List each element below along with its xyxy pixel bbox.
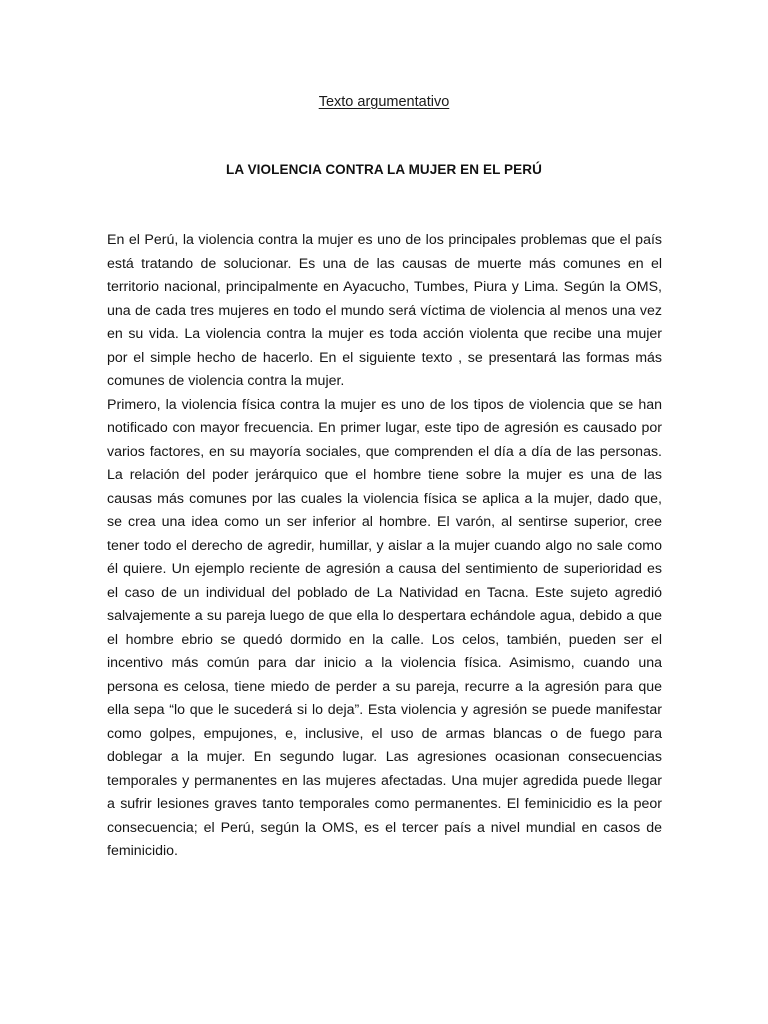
document-title: LA VIOLENCIA CONTRA LA MUJER EN EL PERÚ (226, 162, 542, 177)
paragraph-physical-violence: Primero, la violencia física contra la mujer es uno de los tipos de violencia que se han notificado con mayor frecuencia. En primer lugar, este tipo de agresión es causado por varios factores, en su mayoría sociales, que comprenden el día a día de las personas. La relación del poder jerárquico que el hombre tiene sobre la mujer es una de las causas más comunes por las cuales la violencia física se aplica a la mujer, dado que, se crea una idea como un ser inferior al hombre. El varón, al sentirse superior, cree tener todo el derecho de agredir, humillar, y aislar a la mujer cuando algo no sale como él quiere. Un ejemplo reciente de agresión a causa del sentimiento de superioridad es el caso de un individual del poblado de La Natividad en Tacna. Este sujeto agredió salvajemente a su pareja luego de que ella lo despertara echándole agua, debido a que el hombre ebrio se quedó dormido en la calle. Los celos, también, pueden ser el incentivo más común para dar inicio a la violencia física. Asimismo, cuando una persona es celosa, tiene miedo de perder a su pareja, recurre a la agresión para que ella sepa “lo que le sucederá si lo deja”. Esta violencia y agresión se puede manifestar como golpes, empujones, e, inclusive, el uso de armas blancas o de fuego para doblegar a la mujer. En segundo lugar. Las agresiones ocasionan consecuencias temporales y permanentes en las mujeres afectadas. Una mujer agredida puede llegar a sufrir lesiones graves tanto temporales como permanentes. El feminicidio es la peor consecuencia; el Perú, según la OMS, es el tercer país a nivel mundial en casos de feminicidio. (107, 396, 662, 859)
document-body (107, 229, 662, 864)
document-type-label: Texto argumentativo (318, 94, 450, 110)
paragraph-introduction: En el Perú, la violencia contra la mujer es uno de los principales problemas que el país está tratando de solucionar. Es una de las causas de muerte más comunes en el territorio nacional, principalmente en Ayacucho, Tumbes, Piura y Lima. Según la OMS, una de cada tres mujeres en todo el mundo será víctima de violencia al menos una vez en su vida. La violencia contra la mujer es toda acción violenta que recibe una mujer por el simple hecho de hacerlo. En el siguiente texto , se presentará las formas más comunes de violencia contra la mujer. (107, 232, 662, 389)
